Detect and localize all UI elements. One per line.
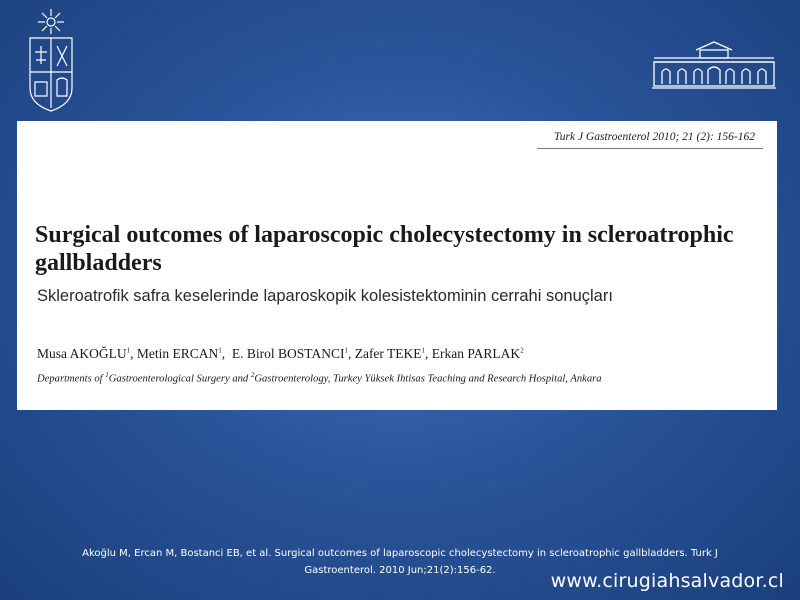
university-crest-icon [26, 8, 76, 112]
affiliation-rest: Gastroenterology, Turkey Yüksek Ihtisas Teaching and Research Hospital, Ankara [254, 373, 602, 385]
author-affiliation-mark: 1 [421, 346, 426, 355]
affiliation-mark: 1 [105, 371, 109, 379]
journal-reference: Turk J Gastroenterol 2010; 21 (2): 156-162 [553, 131, 755, 143]
author-affiliation-mark: 1 [218, 346, 222, 355]
author-affiliation-mark: 1 [126, 346, 131, 355]
website-url: www.cirugiahsalvador.cl [550, 570, 784, 592]
citation-line: Akoğlu M, Ercan M, Bostanci EB, et al. Surgical outcomes of laparoscopic cholecystectomy in scleroatrophic gallbladders. Turk J [82, 548, 718, 559]
author-name: Musa AKOĞLU [37, 346, 127, 361]
affiliation-mark: 2 [250, 371, 255, 379]
author-name: E. Birol BOSTANCI [231, 346, 345, 361]
author-affiliation-mark: 2 [520, 346, 524, 355]
building-logo-icon [652, 40, 776, 90]
author-list: Musa AKOĞLU$^1$, Metin ERCAN$^1$, E. Birol BOSTANCI$^1$, Zafer TEKE$^1$, Erkan PARLAK$^2$ [37, 346, 524, 361]
author-name: Erkan PARLAK [431, 346, 521, 361]
header-rule [537, 148, 763, 149]
author-name: Zafer TEKE [354, 346, 422, 361]
affiliation [37, 371, 602, 385]
paper-title: Surgical outcomes of laparoscopic cholecystectomy in scleroatrophic gallbladders [35, 222, 734, 276]
affiliation-prefix: Departments of [37, 373, 106, 385]
paper-excerpt [17, 121, 777, 410]
affiliation-dept: Gastroenterological Surgery and [108, 373, 251, 385]
author-name: Metin ERCAN [136, 346, 219, 361]
author-affiliation-mark: 1 [344, 346, 348, 355]
citation-line: Gastroenterol. 2010 Jun;21(2):156-62. [304, 565, 496, 576]
paper-subtitle: Skleroatrofik safra keselerinde laparoskopik kolesistektominin cerrahi sonuçları [37, 287, 613, 305]
